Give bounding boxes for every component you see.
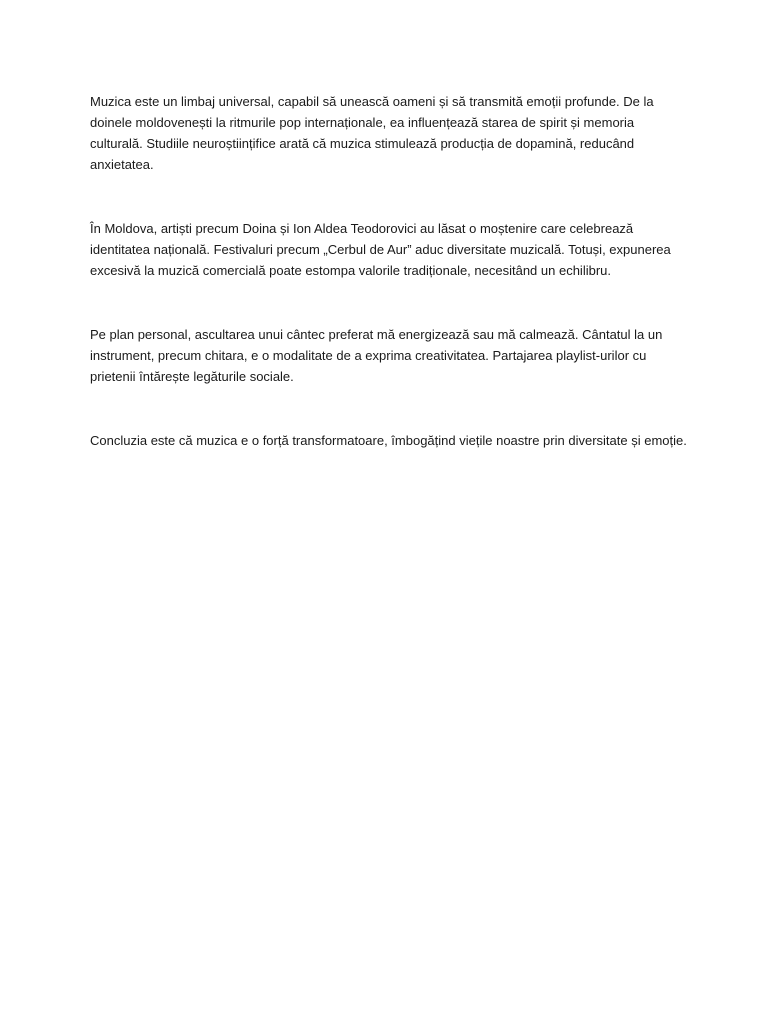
paragraph-personal: Pe plan personal, ascultarea unui cântec preferat mă energizează sau mă calmează. Cântatul la un instrument, precum chitara, e o modalitate de a exprima creativitatea. Partajarea playlist-urilor cu prietenii întărește legăturile sociale. [90,327,663,384]
document-body [90,91,690,451]
paragraph-intro: Muzica este un limbaj universal, capabil să unească oameni și să transmită emoții profunde. De la doinele moldovenești la ritmurile pop internaționale, ea influențează starea de spirit și memoria culturală. Studiile neuroștiințifice arată că muzica stimulează producția de dopamină, reducând anxietatea. [90,94,654,172]
paragraph-moldova: În Moldova, artiști precum Doina și Ion Aldea Teodorovici au lăsat o moștenire care celebrează identitatea națională. Festivaluri precum „Cerbul de Aur” aduc diversitate muzicală. Totuși, expunerea excesivă la muzică comercială poate estompa valorile tradiționale, necesitând un echilibru. [90,221,671,278]
paragraph-conclusion: Concluzia este că muzica e o forță transformatoare, îmbogățind viețile noastre prin diversitate și emoție. [90,433,687,448]
